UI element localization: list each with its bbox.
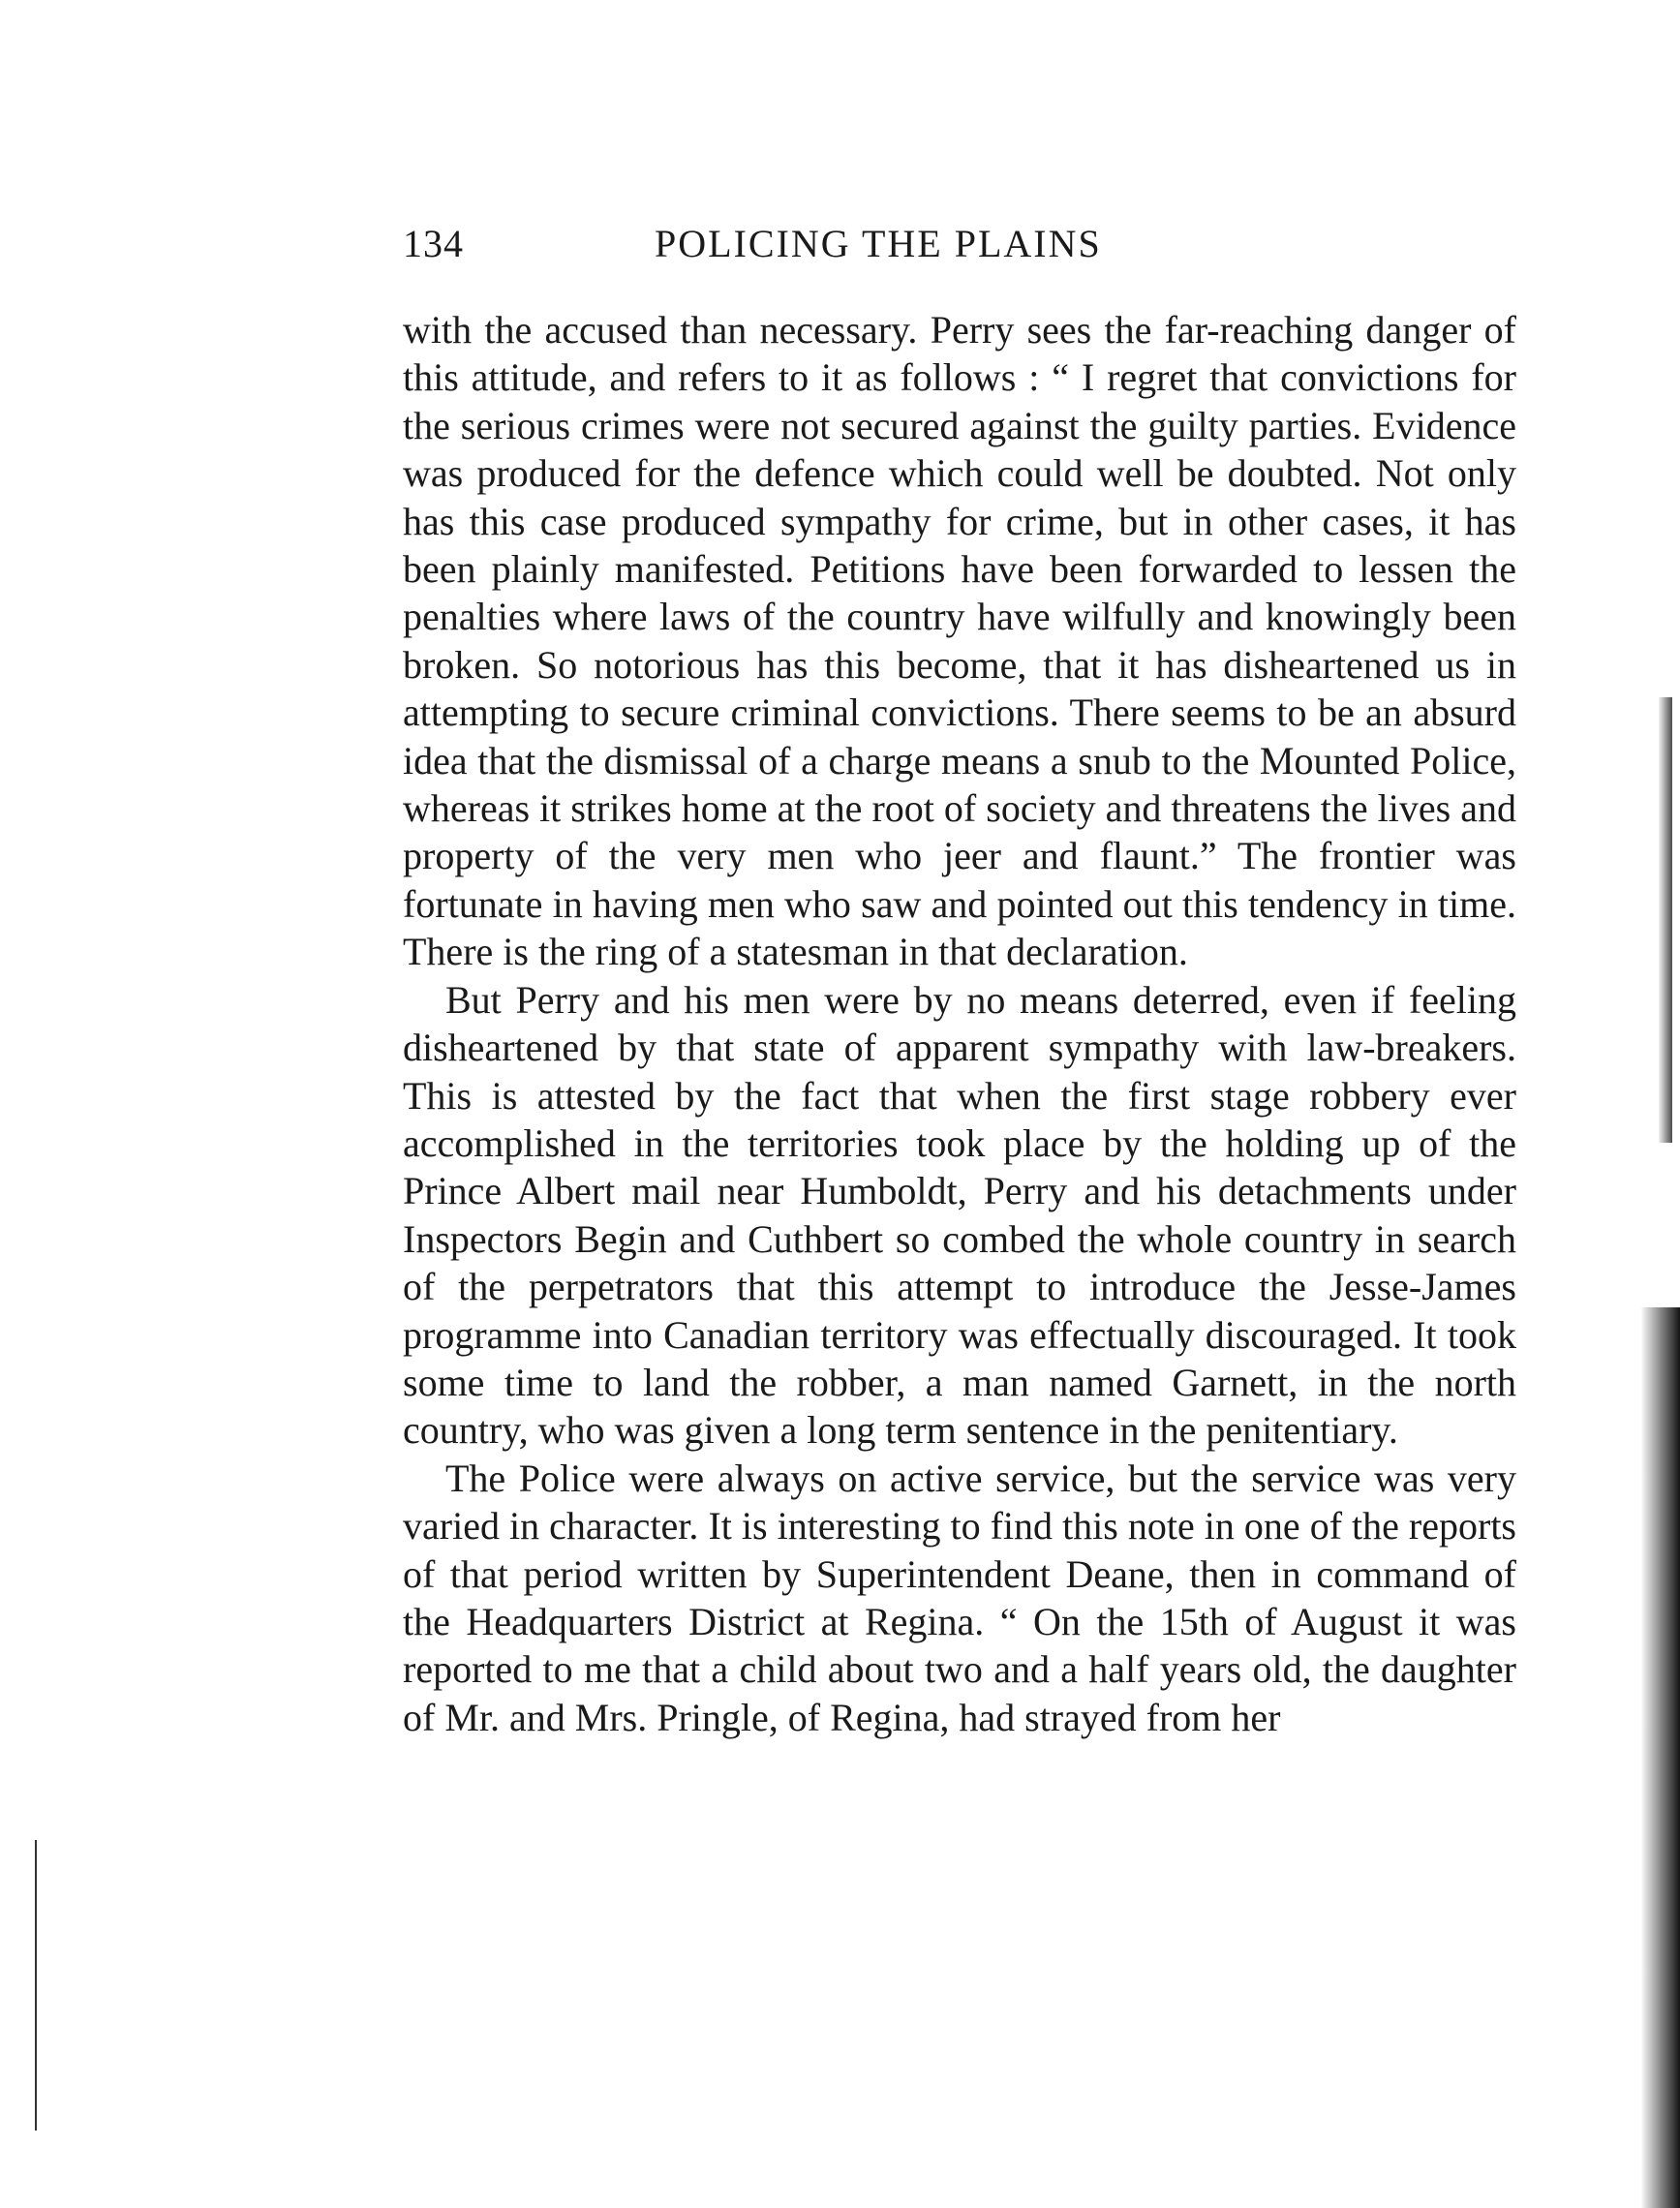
paragraph-perry-men: But Perry and his men were by no means deterred, even if feeling disheartened by that state of apparent sympathy with law-breakers. This is attested by the fact that when the first stage robbery ever accomplished in the territories took place by the holding up of the Prince Albert mail near Humboldt, Perry and his detachments under Inspectors Begin and Cuthbert so combed the whole country in search of the perpetrators that this attempt to introduce the Jesse-James programme into Canadian territory was effectually discouraged. It took some time to land the robber, a man named Garnett, in the north country, who was given a long term sentence in the penitentiary. — [403, 977, 1516, 1453]
paragraph-police-service: The Police were always on active service, but the service was very varied in character. It is interesting to find this note in one of the reports of that period written by Superintendent Deane, then in command of the Headquarters District at Regina. “ On the 15th of August it was reported to me that a child about two and a half years old, the daughter of Mr. and Mrs. Pringle, of Regina, had strayed from her — [403, 1456, 1516, 1739]
page-number: 134 — [403, 222, 464, 265]
body-text — [403, 306, 1516, 1741]
paragraph-continuation: with the accused than necessary. Perry sees the far-reaching danger of this attitude, and refers to it as follows : “ I regret that convictions for the serious crimes were not secured against the guilty parties. Evidence was produced for the defence which could well be doubted. Not only has this case produced sympathy for crime, but in other cases, it has been plainly manifested. Petitions have been forwarded to lessen the penalties where laws of the country have wilfully and knowingly been broken. So notorious has this become, that it has disheartened us in attempting to secure criminal convictions. There seems to be an absurd idea that the dismissal of a charge means a snub to the Mounted Police, whereas it strikes home at the root of society and threatens the lives and property of the very men who jeer and flaunt.” The frontier was fortunate in having men who saw and pointed out this tendency in time. There is the ring of a statesman in that declaration. — [403, 308, 1516, 974]
scan-edge-shadow — [1659, 697, 1672, 1143]
scan-edge-line — [35, 1840, 37, 2131]
running-title: POLICING THE PLAINS — [655, 222, 1102, 265]
page-header — [403, 221, 1516, 269]
scan-edge-shadow — [1641, 1307, 1680, 2208]
